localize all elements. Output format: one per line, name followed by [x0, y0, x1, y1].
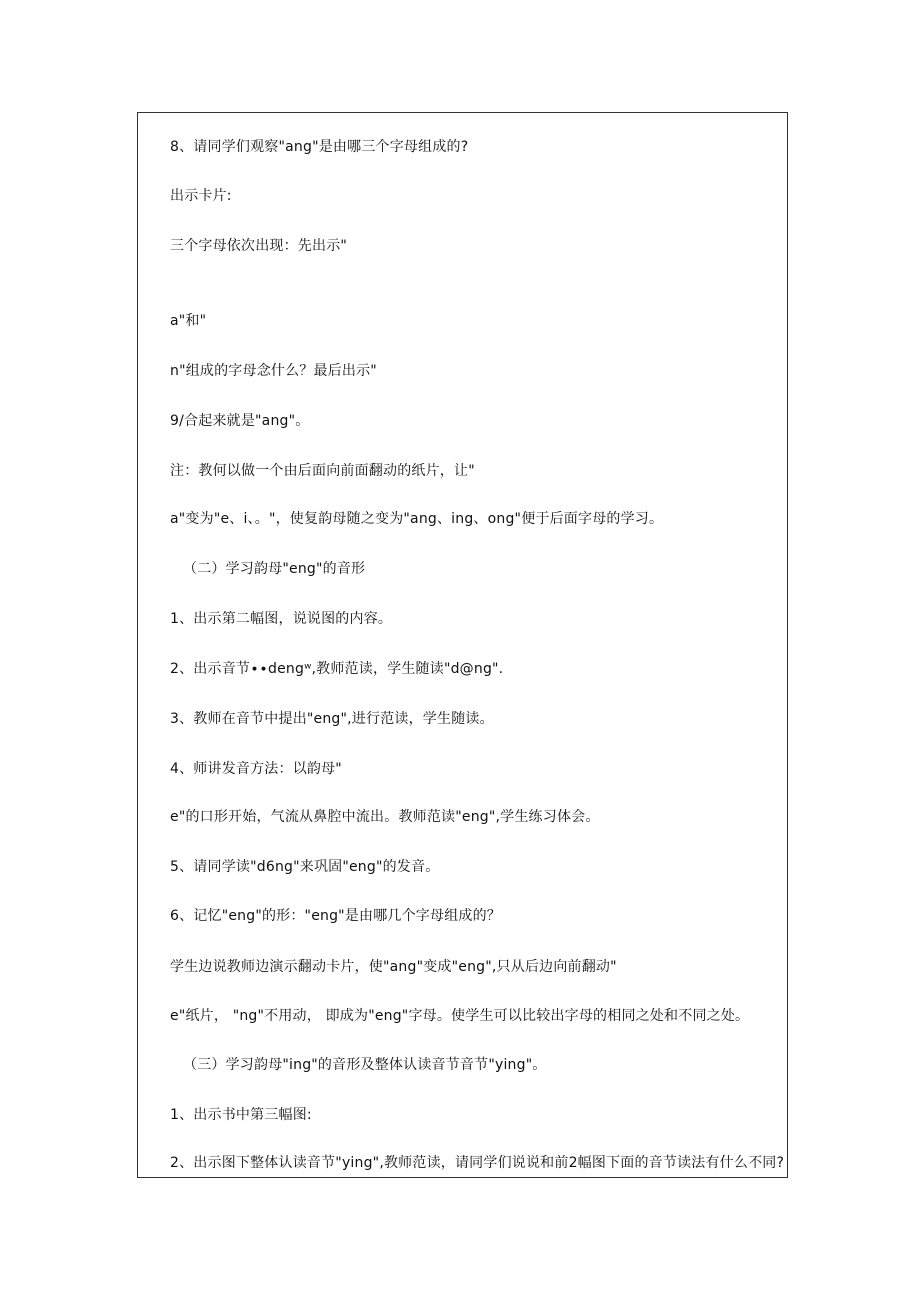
text-line: 出示卡片: [170, 188, 232, 204]
text-line: a"变为"e、i、。"，使复韵母随之变为"ang、ing、ong"便于后面字母的学习。 [170, 511, 664, 527]
section-heading: （二）学习韵母"eng"的音形 [183, 561, 366, 577]
text-line: n"组成的字母念什么？最后出示" [170, 363, 377, 379]
text-line: 1、出示第二幅图，说说图的内容。 [170, 611, 393, 627]
section-heading: （三）学习韵母"ing"的音形及整体认读音节音节"ying"。 [183, 1057, 547, 1073]
text-line: 注：教何以做一个由后面向前面翻动的纸片，让" [170, 463, 475, 479]
text-line: e"纸片， "ng"不用动， 即成为"eng"字母。使学生可以比较出字母的相同之处和不同之处。 [170, 1008, 750, 1024]
text-line: 1、出示书中第三幅图: [170, 1107, 312, 1123]
text-line: 2、出示图下整体认读音节"ying",教师范读，请同学们说说和前2幅图下面的音节读法有什么不同? [170, 1155, 785, 1171]
text-line: 5、请同学读"d6ng"来巩固"eng"的发音。 [170, 859, 440, 875]
text-line: 4、师讲发音方法：以韵母" [170, 761, 342, 777]
text-line: 6、记忆"eng"的形："eng"是由哪几个字母组成的？ [170, 908, 502, 924]
text-line: 三个字母依次出现：先出示" [170, 238, 348, 254]
text-line: 8、请同学们观察"ang"是由哪三个字母组成的? [170, 139, 469, 155]
text-line: 3、教师在音节中提出"eng",进行范读，学生随读。 [170, 711, 494, 727]
text-line: a"和" [170, 313, 207, 329]
text-line: 2、出示音节∙∙dengʷ,教师范读，学生随读"d@ng". [170, 661, 504, 677]
text-line: 学生边说教师边演示翻动卡片，使"ang"变成"eng",只从后边向前翻动" [170, 959, 617, 975]
text-line: 9/合起来就是"ang"。 [170, 413, 310, 429]
text-line: e"的口形开始，气流从鼻腔中流出。教师范读"eng",学生练习体会。 [170, 809, 600, 825]
